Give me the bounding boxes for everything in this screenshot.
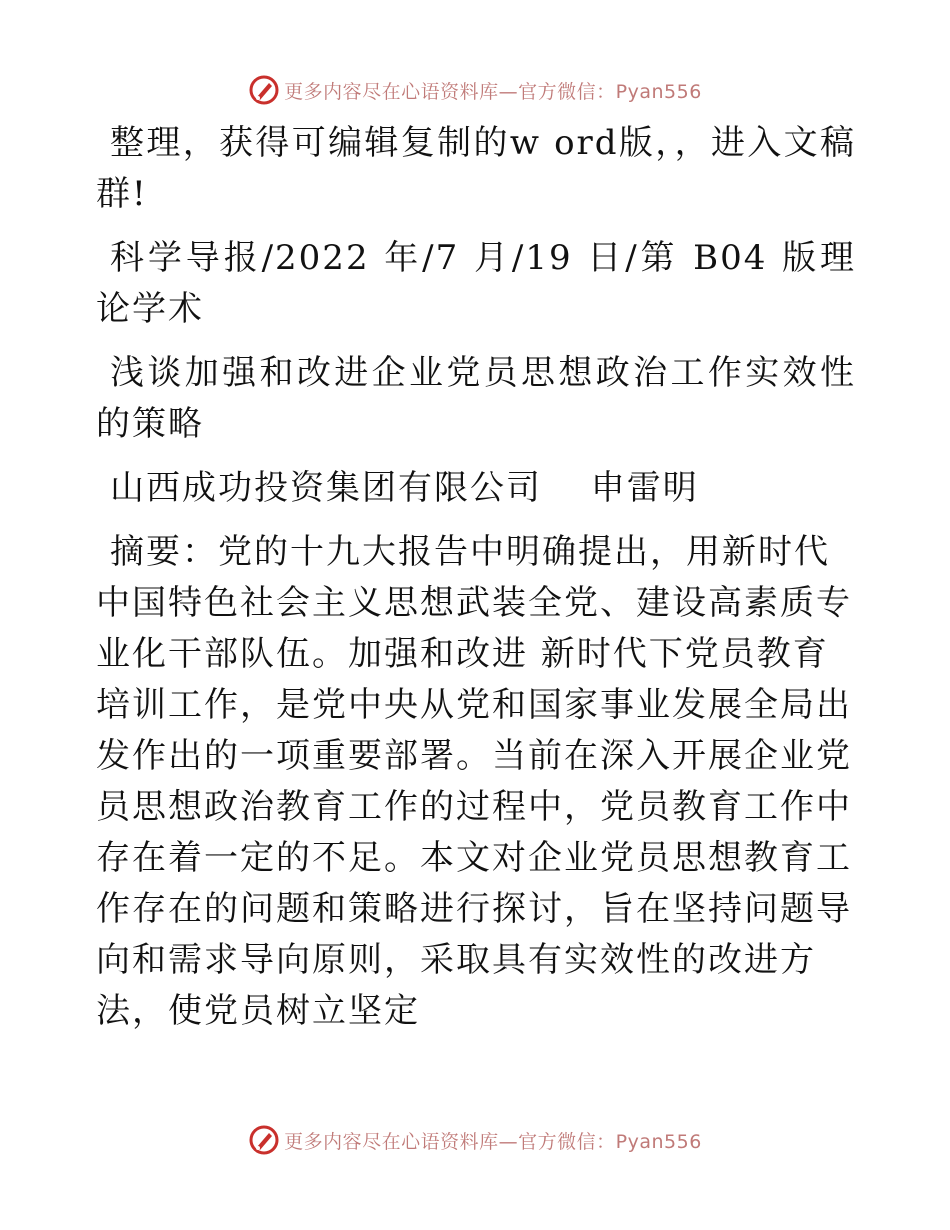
footer-watermark — [0, 1120, 950, 1160]
document-body — [96, 118, 856, 1050]
pen-circle-logo-icon — [248, 1124, 280, 1156]
intro-note: 整理，获得可编辑复制的w ord版，，进入文稿群! — [96, 123, 856, 214]
watermark-text: 更多内容尽在心语资料库—官方微信：Pyan556 — [284, 80, 702, 103]
source-line: 科学导报/2022 年/7 月/19 日/第 B04 版理论学术 — [96, 238, 856, 329]
author-line: 山西成功投资集团有限公司 申雷明 — [110, 468, 699, 508]
watermark-text: 更多内容尽在心语资料库—官方微信：Pyan556 — [284, 1130, 702, 1153]
pen-circle-logo-icon — [248, 74, 280, 106]
article-title: 浅谈加强和改进企业党员思想政治工作实效性的策略 — [96, 353, 856, 444]
abstract-paragraph: 摘要：党的十九大报告中明确提出，用新时代中国特色社会主义思想武装全党、建设高素质专业化干部队伍。加强和改进 新时代下党员教育培训工作，是党中央从党和国家事业发展全局出发作出的一项重要部署。当前在深入开展企业党员思想政治教育工作的过程中，党员教育工作中存在着一定的不足。本文对企业党员思想教育工作存在的问题和策略进行探讨，旨在坚持问题导向和需求导向原则，采取具有实效性的改进方法，使党员树立坚定 — [96, 532, 852, 1031]
header-watermark — [0, 70, 950, 110]
